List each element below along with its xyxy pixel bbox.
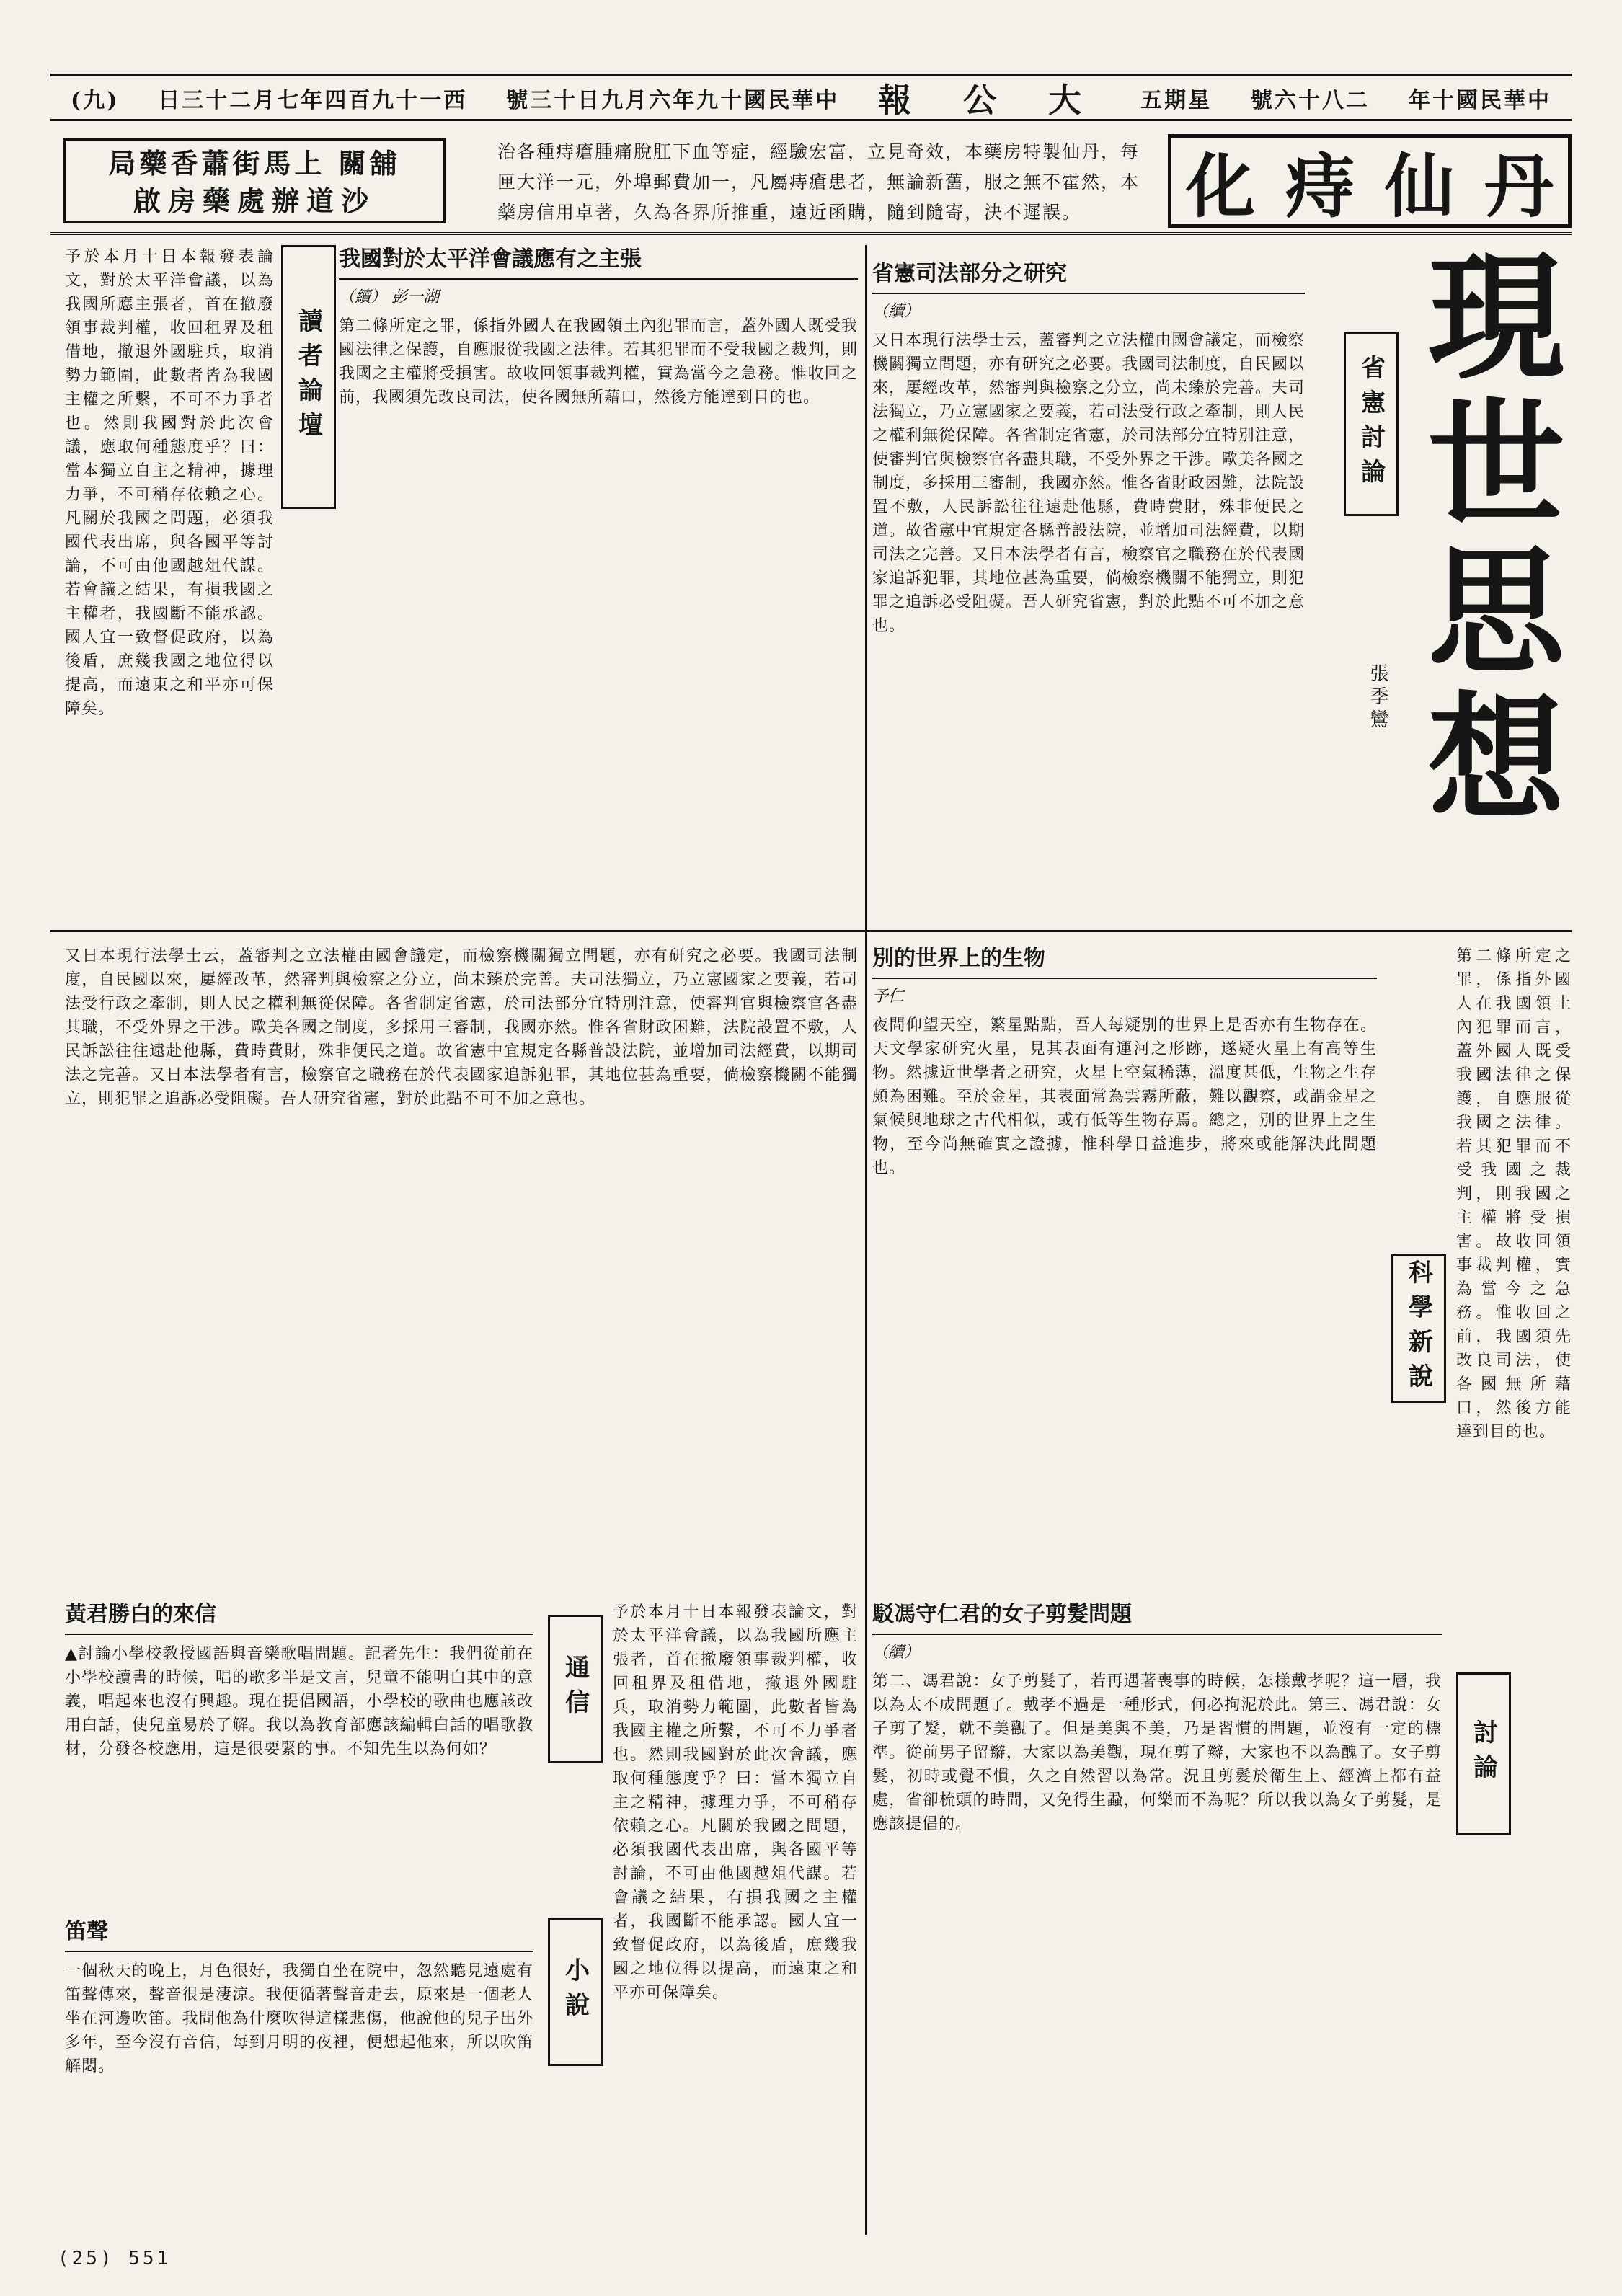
modern-thought-note: （續） bbox=[872, 303, 921, 321]
women-hair-note: （續） bbox=[872, 1644, 921, 1662]
modern-thought-subtitle: 省憲司法部分之研究 bbox=[872, 260, 1305, 294]
ad-copy-text: 治各種痔瘡腫痛脫肛下血等症，經驗宏富，立見奇效，本藥房特製仙丹，每匣大洋一元，外埠郵費加一，凡屬痔瘡患者，無論新舊，服之無不霍然，本藥房信用卓著，久為各界所推重，遠近函購，隨到隨寄，決不遲誤。 bbox=[497, 141, 1140, 223]
ad-seller-box bbox=[63, 138, 446, 223]
readers-forum-byline bbox=[339, 287, 858, 309]
page-footer: (25) 551 bbox=[58, 2248, 172, 2269]
readers-forum-note: （續） bbox=[339, 288, 387, 306]
readers-forum-section-box bbox=[281, 245, 336, 509]
masthead-western-date: 日三十二月七年四百九十一西 bbox=[158, 87, 468, 113]
letter-title: 黃君勝白的來信 bbox=[65, 1600, 533, 1635]
upper-lower-divider bbox=[50, 930, 1572, 932]
new-world-author: 予仁 bbox=[872, 988, 905, 1006]
modern-thought-article bbox=[872, 260, 1305, 923]
lower-left-body: 又日本現行法學士云，蓋審判之立法權由國會議定，而檢察機關獨立問題，亦有研究之必要。我國司法制度，自民國以來，屢經改革，然審判與檢察之分立，尚未臻於完善。夫司法獨立，乃立憲國家之要義，若司法受行政之牽制，則人民之權利無從保障。各省制定省憲，於司法部分宜特別注意，使審判官與檢察官各盡其職，不受外界之干涉。歐美各國之制度，多採用三審制，我國亦然。惟各省財政困難，法院設置不敷，人民訴訟往往遠赴他縣，費時費財，殊非便民之道。故省憲中宜規定各縣普設法院，並增加司法經費，以期司法之完善。又日本法學者有言，檢察官之職務在於代表國家追訴犯罪，其地位甚為重要，倘檢察機關不能獨立，則犯罪之追訴必受阻礙。吾人研究省憲，對於此點不可不加之意也。 bbox=[65, 947, 858, 1108]
masthead-issue: 號三十日九月六年九十國民華中 bbox=[506, 87, 840, 113]
modern-thought-title: 現世思想 bbox=[1405, 245, 1566, 833]
new-world-article bbox=[872, 944, 1377, 1586]
lower-middle-body: 予於本月十日本報發表論文，對於太平洋會議，以為我國所應主張者，首在撤廢領事裁判權，收回租界及租借地，撤退外國駐兵，取消勢力範圍，此數者皆為我國主權之所繫，不可不力爭者也。然則我國對於此次會議，應取何種態度乎？曰：當本獨立自主之精神，據理力爭，不可稍存依賴之心。凡關於我國之問題，必須我國代表出席，與各國平等討論，不可由他國越俎代謀。若會議之結果，有損我國之主權者，我國斷不能承認。國人宜一致督促政府，以為後盾，庶幾我國之地位得以提高，而遠東之和平亦可保障矣。 bbox=[613, 1603, 858, 2002]
masthead-weekday: 五期星 bbox=[1140, 87, 1213, 113]
ad-brand-name: 化痔仙丹 bbox=[1186, 145, 1584, 227]
lower-middle-column bbox=[613, 1600, 858, 2235]
modern-thought-body: 又日本現行法學士云，蓋審判之立法權由國會議定，而檢察機關獨立問題，亦有研究之必要。我國司法制度，自民國以來，屢經改革，然審判與檢察之分立，尚未臻於完善。夫司法獨立，乃立憲國家之要義，若司法受行政之牽制，則人民之權利無從保障。各省制定省憲，於司法部分宜特別注意，使審判官與檢察官各盡其職，不受外界之干涉。歐美各國之制度，多採用三審制，我國亦然。惟各省財政困難，法院設置不敷，人民訴訟往往遠赴他縣，費時費財，殊非便民之道。故省憲中宜規定各縣普設法院，並增加司法經費，以期司法之完善。又日本法學者有言，檢察官之職務在於代表國家追訴犯罪，其地位甚為重要，倘檢察機關不能獨立，則犯罪之追訴必受阻礙。吾人研究省憲，對於此點不可不加之意也。 bbox=[872, 332, 1305, 635]
modern-thought-section-label: 省憲討論 bbox=[1356, 355, 1386, 493]
lower-left-article bbox=[65, 944, 858, 1586]
advertisement-strip bbox=[50, 127, 1584, 235]
new-world-section-box bbox=[1391, 1254, 1446, 1403]
women-hair-article bbox=[872, 1600, 1442, 2235]
masthead-republic-year: 年十國民華中 bbox=[1408, 87, 1551, 113]
ad-seller-line-2: 啟房藥處辦道沙 bbox=[133, 185, 376, 217]
modern-thought-section-box bbox=[1344, 332, 1399, 516]
readers-forum-section-label: 讀者論壇 bbox=[293, 308, 323, 446]
letter-body: ▲討論小學校教授國語與音樂歌唱問題。記者先生：我們從前在小學校讀書的時候，唱的歌多半是文言，兒童不能明白其中的意義，唱起來也沒有興趣。現在提倡國語，小學校的歌曲也應該改用白話，使兒童易於了解。我以為教育部應該編輯白話的唱歌教材，分發各校應用，這是很要緊的事。不知先生以為何如？ bbox=[65, 1645, 533, 1758]
novel-section-box bbox=[548, 1918, 603, 2066]
masthead-number: 號六十八二 bbox=[1251, 87, 1370, 113]
ad-brand-box bbox=[1168, 134, 1584, 228]
modern-thought-author: 張季鸞 bbox=[1367, 663, 1388, 732]
modern-thought-title-block bbox=[1406, 245, 1572, 930]
readers-forum-body: 予於本月十日本報發表論文，對於太平洋會議，以為我國所應主張者，首在撤廢領事裁判權，收回租界及租借地，撤退外國駐兵，取消勢力範圍，此數者皆為我國主權之所繫，不可不力爭者也。然則我國對於此次會議，應取何種態度乎？曰：當本獨立自主之精神，據理力爭，不可稍存依賴之心。凡關於我國之問題，必須我國代表出席，與各國平等討論，不可由他國越俎代謀。若會議之結果，有損我國之主權者，我國斷不能承認。國人宜一致督促政府，以為後盾，庶幾我國之地位得以提高，而遠東之和平亦可保障矣。 bbox=[65, 248, 274, 718]
readers-forum-article bbox=[339, 245, 858, 916]
women-hair-title: 駁馮守仁君的女子剪髮問題 bbox=[872, 1600, 1442, 1635]
new-world-section-label: 科學新說 bbox=[1404, 1259, 1433, 1398]
lower-right-column bbox=[1456, 944, 1572, 1665]
novel-section-label: 小說 bbox=[560, 1957, 590, 2026]
masthead-volume: (九) bbox=[71, 87, 120, 113]
novel-article bbox=[65, 1918, 533, 2235]
center-column-rule bbox=[865, 245, 867, 2235]
readers-forum-title: 我國對於太平洋會議應有之主張 bbox=[339, 245, 858, 280]
women-hair-section-label: 討論 bbox=[1468, 1719, 1498, 1789]
crime-body: 第二條所定之罪，係指外國人在我國領土內犯罪而言，蓋外國人既受我國法律之保護，自應服從我國之法律。若其犯罪而不受我國之裁判，則我國之主權將受損害。故收回領事裁判權，實為當今之急務。惟收回之前，我國須先改良司法，使各國無所藉口，然後方能達到目的也。 bbox=[339, 317, 858, 407]
letter-section-box bbox=[548, 1615, 603, 1763]
readers-forum-article-left bbox=[65, 245, 274, 916]
new-world-title: 別的世界上的生物 bbox=[872, 944, 1377, 979]
novel-title: 笛聲 bbox=[65, 1918, 533, 1952]
letter-article bbox=[65, 1600, 533, 1903]
newspaper-page bbox=[50, 29, 1584, 2235]
novel-body: 一個秋天的晚上，月色很好，我獨自坐在院中，忽然聽見遠處有笛聲傳來，聲音很是淒涼。我便循著聲音走去，原來是一個老人坐在河邊吹笛。我問他為什麼吹得這樣悲傷，他說他的兒子出外多年，至今沒有音信，每到月明的夜裡，便想起他來，所以吹笛解悶。 bbox=[65, 1962, 533, 2075]
readers-forum-author: 彭一湖 bbox=[391, 288, 440, 306]
masthead-paper-name: 報 公 大 bbox=[878, 80, 1102, 120]
women-hair-body: 第二、馮君說：女子剪髮了，若再遇著喪事的時候，怎樣戴孝呢？這一層，我以為太不成問題了。戴孝不過是一種形式，何必拘泥於此。第三、馮君說：女子剪了髮，就不美觀了。但是美與不美，乃是習慣的問題，並沒有一定的標準。從前男子留辮，大家以為美觀，現在剪了辮，大家也不以為醜了。女子剪髮，初時或覺不慣，久之自然習以為常。況且剪髮於衛生上、經濟上都有益處，省卻梳頭的時間，又免得生蝨，何樂而不為呢？所以我以為女子剪髮，是應該提倡的。 bbox=[872, 1672, 1442, 1833]
masthead bbox=[50, 74, 1572, 121]
letter-section-label: 通信 bbox=[560, 1654, 590, 1724]
lower-right-body: 第二條所定之罪，係指外國人在我國領土內犯罪而言，蓋外國人既受我國法律之保護，自應服從我國之法律。若其犯罪而不受我國之裁判，則我國之主權將受損害。故收回領事裁判權，實為當今之急務。惟收回之前，我國須先改良司法，使各國無所藉口，然後方能達到目的也。 bbox=[1456, 947, 1572, 1441]
women-hair-section-box bbox=[1456, 1672, 1511, 1835]
ad-seller-line-1: 局藥香蕭街馬上 關舖 bbox=[108, 147, 401, 179]
new-world-body: 夜間仰望天空，繁星點點，吾人每疑別的世界上是否亦有生物存在。天文學家研究火星，見其表面有運河之形跡，遂疑火星上有高等生物。然據近世學者之研究，火星上空氣稀薄，溫度甚低，生物之生存頗為困難。至於金星，其表面常為雲霧所蔽，難以觀察，或謂金星之氣候與地球之古代相似，或有低等生物存焉。總之，別的世界上之生物，至今尚無確實之證據，惟科學日益進步，將來或能解決此問題也。 bbox=[872, 1016, 1377, 1177]
